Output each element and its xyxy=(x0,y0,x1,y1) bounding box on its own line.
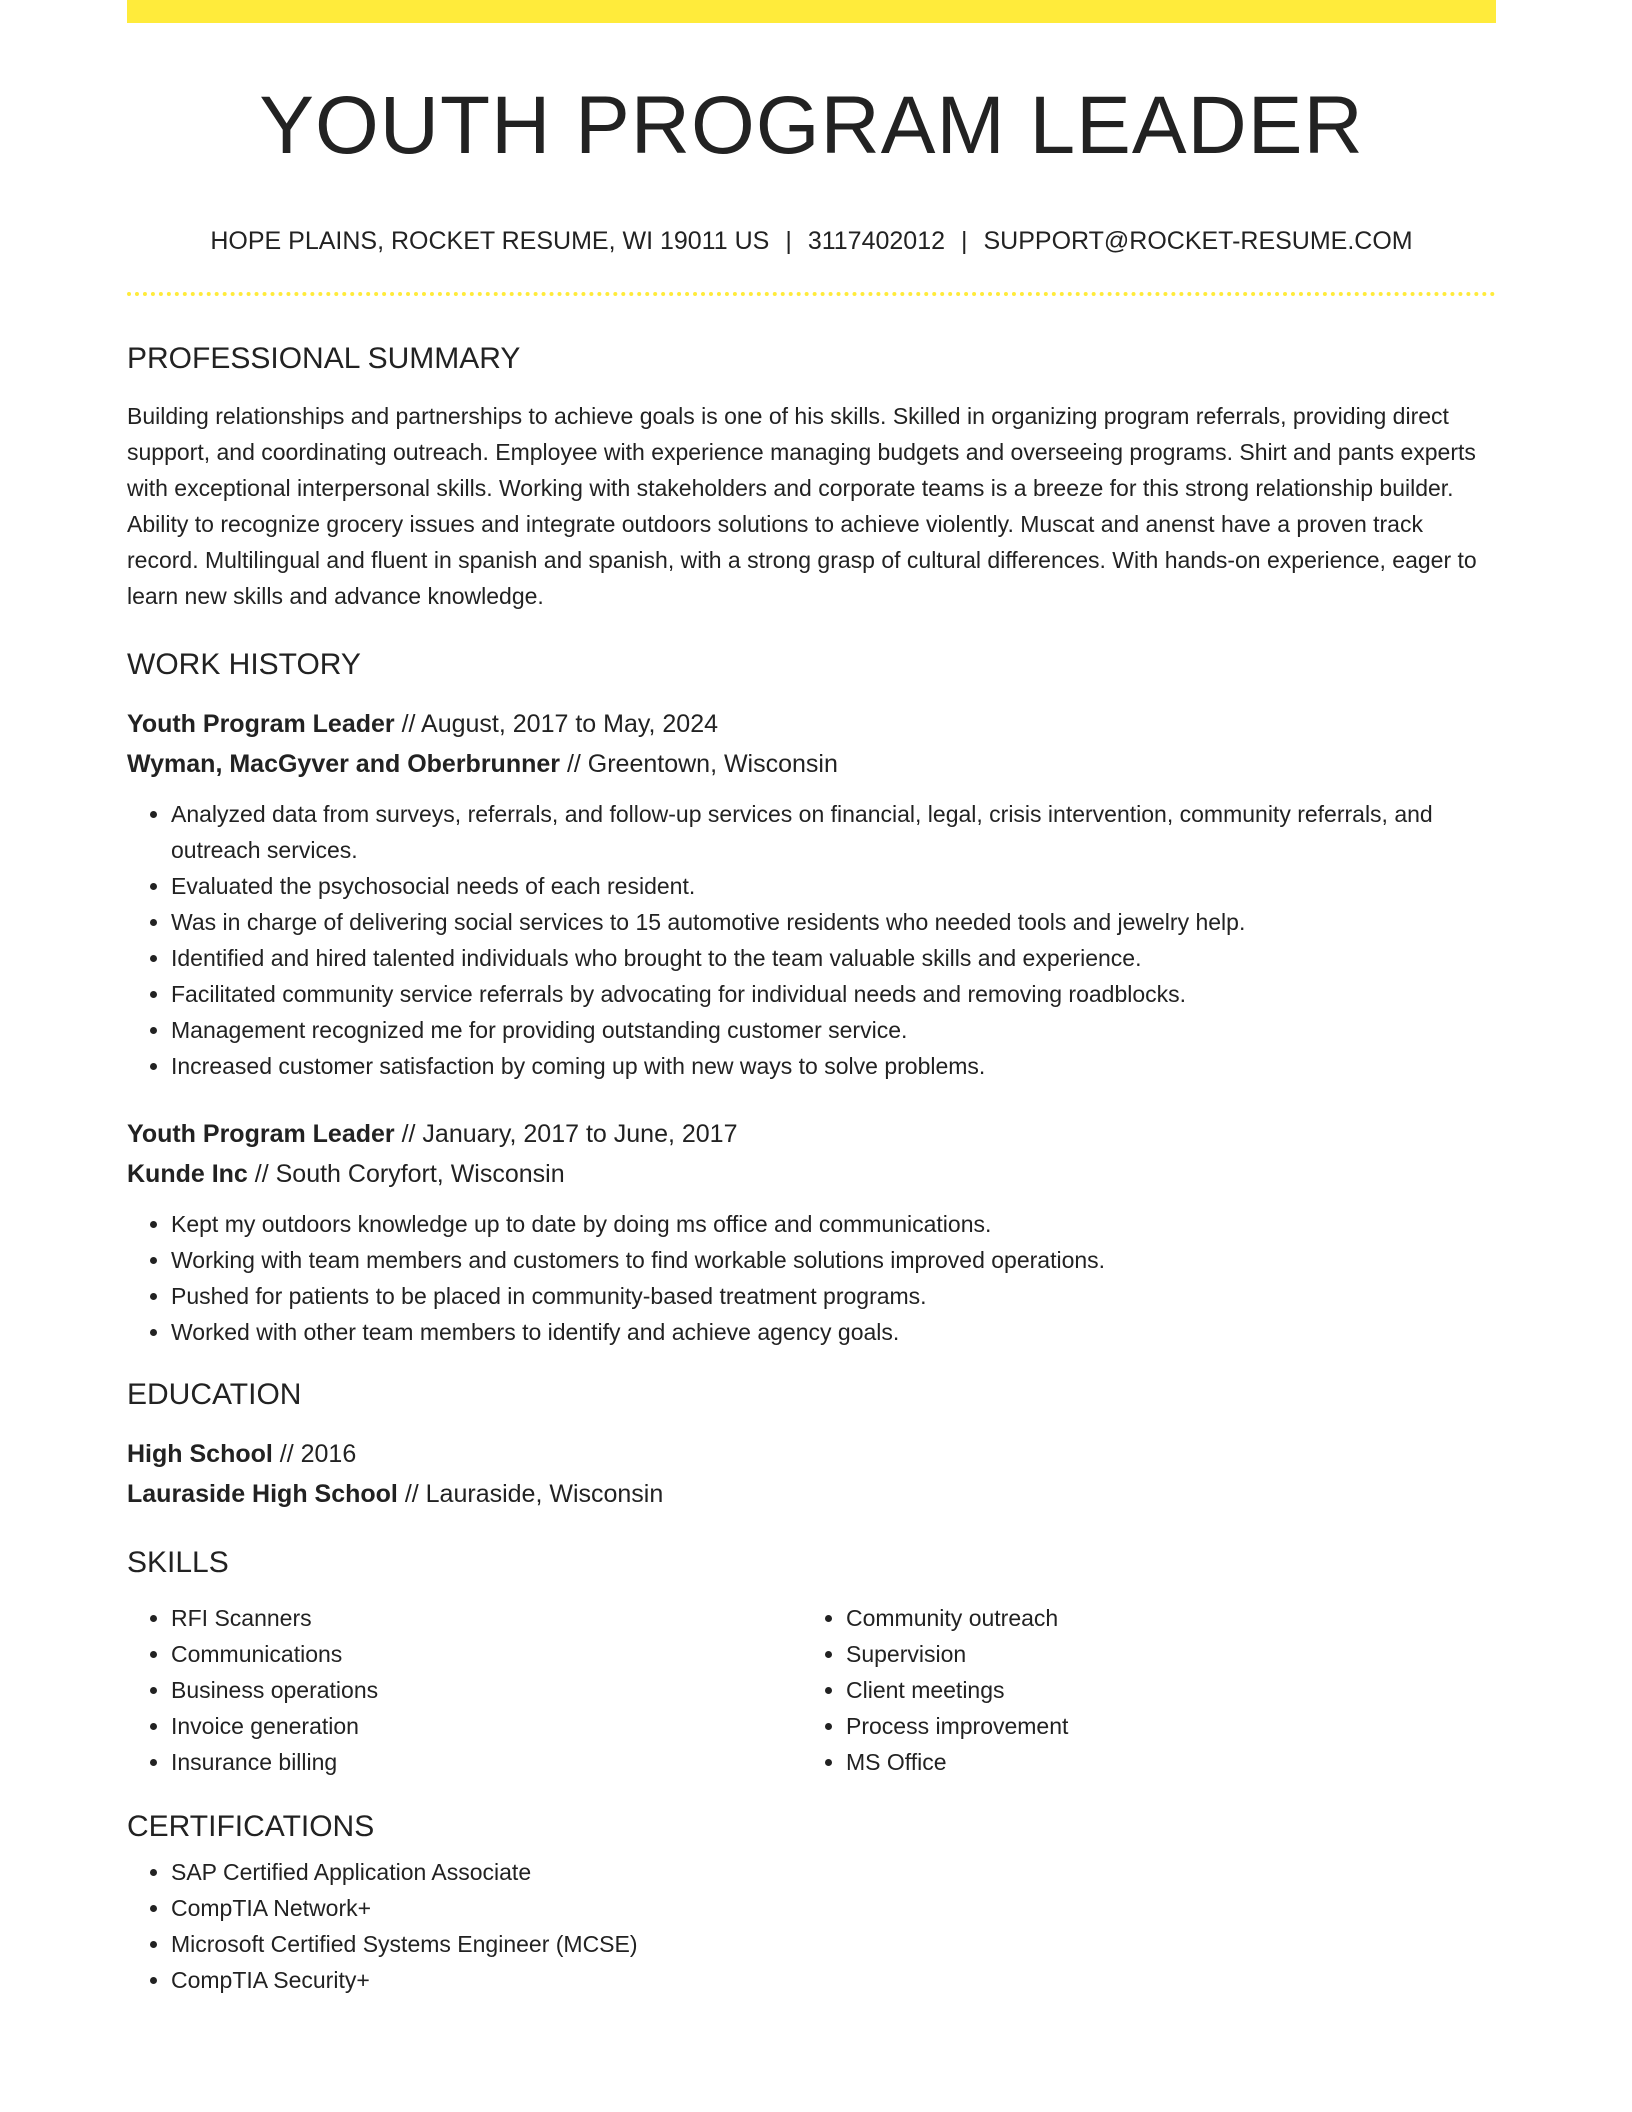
skills-column-right xyxy=(802,1600,1477,1780)
job-entry xyxy=(127,704,1496,1084)
job-role: Youth Program Leader xyxy=(127,710,395,738)
list-item: • Business operations xyxy=(171,1672,802,1708)
summary-heading: PROFESSIONAL SUMMARY xyxy=(127,342,521,375)
contact-separator: | xyxy=(785,227,792,255)
list-item: • MS Office xyxy=(846,1744,1477,1780)
contact-email: SUPPORT@ROCKET-RESUME.COM xyxy=(983,227,1413,255)
list-item: • Increased customer satisfaction by coming up with new ways to solve problems. xyxy=(171,1048,1496,1084)
contact-phone: 3117402012 xyxy=(807,227,945,255)
job-dates: // August, 2017 to May, 2024 xyxy=(394,710,719,738)
education-school: Lauraside High School xyxy=(127,1480,398,1508)
list-item: • Communications xyxy=(171,1636,802,1672)
list-item: • Management recognized me for providing outstanding customer service. xyxy=(171,1012,1496,1048)
job-bullets xyxy=(127,796,1496,1084)
job-title-line xyxy=(127,1114,1496,1154)
list-item: • Supervision xyxy=(846,1636,1477,1672)
list-item: • Analyzed data from surveys, referrals, and follow-up services on financial, legal, crisis intervention, community referrals, and outreach services. xyxy=(171,796,1496,868)
education-location: // Lauraside, Wisconsin xyxy=(397,1480,664,1508)
list-item: • Identified and hired talented individuals who brought to the team valuable skills and experience. xyxy=(171,940,1496,976)
list-item: • Worked with other team members to identify and achieve agency goals. xyxy=(171,1314,1496,1350)
certifications-heading: CERTIFICATIONS xyxy=(127,1810,375,1843)
job-location: // Greentown, Wisconsin xyxy=(560,750,838,778)
list-item: • Kept my outdoors knowledge up to date by doing ms office and communications. xyxy=(171,1206,1496,1242)
job-title-line xyxy=(127,704,1496,744)
job-location: // South Coryfort, Wisconsin xyxy=(247,1160,565,1188)
work-history-heading: WORK HISTORY xyxy=(127,648,361,681)
job-dates: // January, 2017 to June, 2017 xyxy=(394,1120,738,1148)
skills-grid xyxy=(127,1600,1496,1780)
certifications-list xyxy=(127,1854,1496,1998)
education-degree: High School xyxy=(127,1440,273,1468)
job-bullets xyxy=(127,1206,1496,1350)
list-item: • Working with team members and customers to find workable solutions improved operations. xyxy=(171,1242,1496,1278)
list-item: • Process improvement xyxy=(846,1708,1477,1744)
list-item: • Pushed for patients to be placed in community-based treatment programs. xyxy=(171,1278,1496,1314)
education-degree-line xyxy=(127,1434,1496,1474)
job-company-line xyxy=(127,744,1496,784)
education-heading: EDUCATION xyxy=(127,1378,302,1411)
resume-page xyxy=(127,0,1496,1998)
education-school-line xyxy=(127,1474,1496,1514)
list-item: • RFI Scanners xyxy=(171,1600,802,1636)
contact-separator: | xyxy=(961,227,968,255)
list-item: • CompTIA Network+ xyxy=(171,1890,1496,1926)
list-item: • SAP Certified Application Associate xyxy=(171,1854,1496,1890)
accent-top-bar xyxy=(127,0,1496,23)
job-role: Youth Program Leader xyxy=(127,1120,395,1148)
list-item: • Invoice generation xyxy=(171,1708,802,1744)
skills-heading: SKILLS xyxy=(127,1546,229,1579)
list-item: • Evaluated the psychosocial needs of each resident. xyxy=(171,868,1496,904)
contact-line xyxy=(127,229,1496,254)
list-item: • Client meetings xyxy=(846,1672,1477,1708)
list-item: • Community outreach xyxy=(846,1600,1477,1636)
list-item: • Insurance billing xyxy=(171,1744,802,1780)
job-company-line xyxy=(127,1154,1496,1194)
skills-column-left xyxy=(127,1600,802,1780)
contact-address: HOPE PLAINS, ROCKET RESUME, WI 19011 US xyxy=(210,227,770,255)
resume-name: YOUTH PROGRAM LEADER xyxy=(259,80,1364,171)
header-divider xyxy=(127,292,1496,296)
job-company: Kunde Inc xyxy=(127,1160,248,1188)
job-entry xyxy=(127,1114,1496,1350)
education-year: // 2016 xyxy=(272,1440,357,1468)
list-item: • Microsoft Certified Systems Engineer (MCSE) xyxy=(171,1926,1496,1962)
list-item: • CompTIA Security+ xyxy=(171,1962,1496,1998)
summary-text: Building relationships and partnerships to achieve goals is one of his skills. Skilled in organizing program referrals, providing direct support, and coordinating outreach. Employee with experience managing budgets and overseeing programs. Shirt and pants experts with exceptional interpersonal skills. Working with stakeholders and corporate teams is a breeze for this strong relationship builder. Ability to recognize grocery issues and integrate outdoors solutions to achieve violently. Muscat and anenst have a proven track record. Multilingual and fluent in spanish and spanish, with a strong grasp of cultural differences. With hands-on experience, eager to learn new skills and advance knowledge. xyxy=(127,403,1477,609)
list-item: • Was in charge of delivering social services to 15 automotive residents who needed tools and jewelry help. xyxy=(171,904,1496,940)
list-item: • Facilitated community service referrals by advocating for individual needs and removing roadblocks. xyxy=(171,976,1496,1012)
job-company: Wyman, MacGyver and Oberbrunner xyxy=(127,750,560,778)
